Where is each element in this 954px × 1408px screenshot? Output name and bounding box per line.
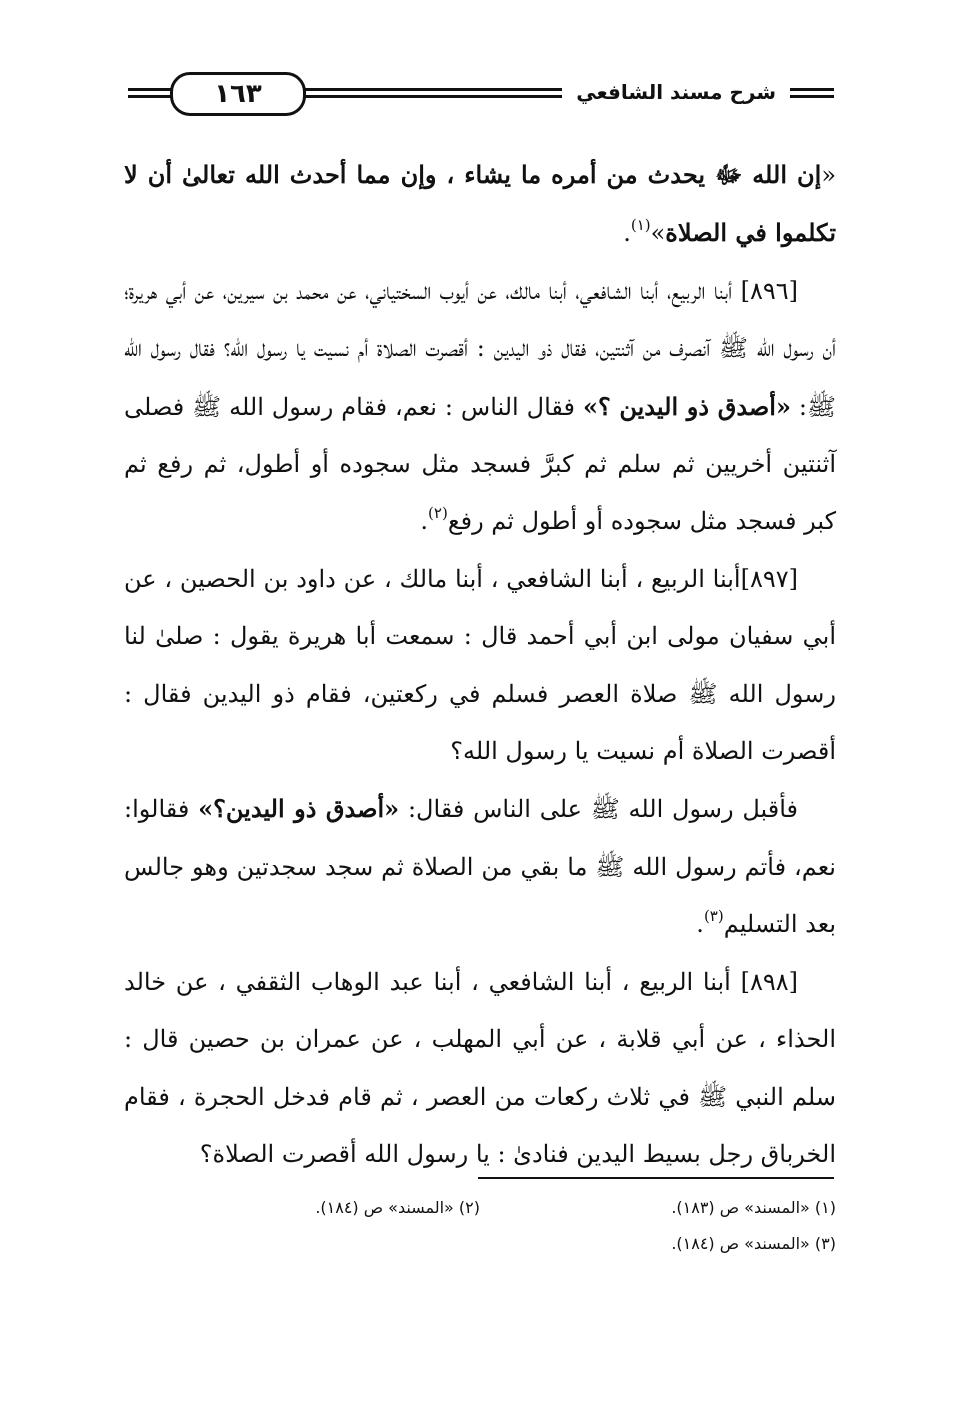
period: . xyxy=(623,219,631,248)
paragraph-1 xyxy=(124,146,836,263)
quote-open: « xyxy=(821,161,836,189)
footnote-ref-2: (٢) xyxy=(428,504,448,523)
footnote-ref-3: (٣) xyxy=(703,907,724,926)
hadith-quote: «أصدق ذو اليدين ؟» xyxy=(582,391,791,421)
footnote-3: (٣) «المسند» ص (١٨٤). xyxy=(671,1234,836,1253)
footnote-1: (١) «المسند» ص (١٨٣). xyxy=(671,1198,836,1217)
main-text xyxy=(124,146,836,1183)
paragraph-896 xyxy=(124,263,836,551)
page-number: ١٦٣ xyxy=(214,79,262,109)
footnote-row xyxy=(124,1190,836,1226)
footnote-2: (٢) «المسند» ص (١٨٤). xyxy=(315,1198,480,1217)
paragraph-896-text-b: فقال الناس : نعم، فقام رسول الله ﷺ فصلى آثنتين أخريين ثم سلم ثم كبرَّ فسجد مثل سجوده أو أطول، ثم رفع ثم كبر فسجد مثل سجوده أو أطول ثم رفع xyxy=(124,392,836,536)
footnote-separator xyxy=(478,1177,834,1179)
paragraph-text-b: فقالوا: نعم، فأتم رسول الله ﷺ ما بقي من الصلاة ثم سجد سجدتين وهو جالس بعد التسليم xyxy=(124,795,836,939)
running-header xyxy=(128,62,834,122)
paragraph-896-text-a: [٨٩٦] أبنا الربيع، أبنا الشافعي، أبنا مالك، عن أيوب السختياني، عن محمد بن سيرين، عن أبي هريرة؛ أن رسول الله ﷺ آنصرف من آثنتين، فقال ذو اليدين : أقصرت الصلاة أم نسيت يا رسول الله؟ فقال رسول الله ﷺ: xyxy=(124,276,836,421)
period: . xyxy=(420,507,429,536)
paragraph-897-continued xyxy=(124,780,836,953)
hadith-quote: «أصدق ذو اليدين؟» xyxy=(198,794,400,824)
footnote-ref-1: (١) xyxy=(630,216,651,235)
hadith-quote: إن الله ﷻ يحدث من أمره ما يشاء ، وإن مما أحدث الله تعالىٰ أن لا تكلموا في الصلاة xyxy=(124,160,836,248)
paragraph-text-a: فأقبل رسول الله ﷺ على الناس فقال: xyxy=(407,795,798,824)
period: . xyxy=(696,910,704,939)
book-title: شرح مسند الشافعي xyxy=(562,72,790,112)
footnotes xyxy=(124,1190,836,1262)
page-number-badge xyxy=(170,72,306,116)
footnote-row xyxy=(124,1226,836,1262)
paragraph-898: [٨٩٨] أبنا الربيع ، أبنا الشافعي ، أبنا عبد الوهاب الثقفي ، عن خالد الحذاء ، عن أبي قلابة ، عن أبي المهلب ، عن عمران بن حصين قال : سلم النبي ﷺ في ثلاث ركعات من العصر ، ثم قام فدخل الحجرة ، فقام الخرباق رجل بسيط اليدين فنادىٰ : يا رسول الله أقصرت الصلاة؟ xyxy=(124,967,836,1168)
quote-close: » xyxy=(650,219,666,248)
paragraph-897: [٨٩٧]أبنا الربيع ، أبنا الشافعي ، أبنا مالك ، عن داود بن الحصين ، عن أبي سفيان مولى ابن أبي أحمد قال : سمعت أبا هريرة يقول : صلىٰ لنا رسول الله ﷺ صلاة العصر فسلم في ركعتين، فقام ذو اليدين فقال : أقصرت الصلاة أم نسيت يا رسول الله؟ xyxy=(124,564,837,766)
